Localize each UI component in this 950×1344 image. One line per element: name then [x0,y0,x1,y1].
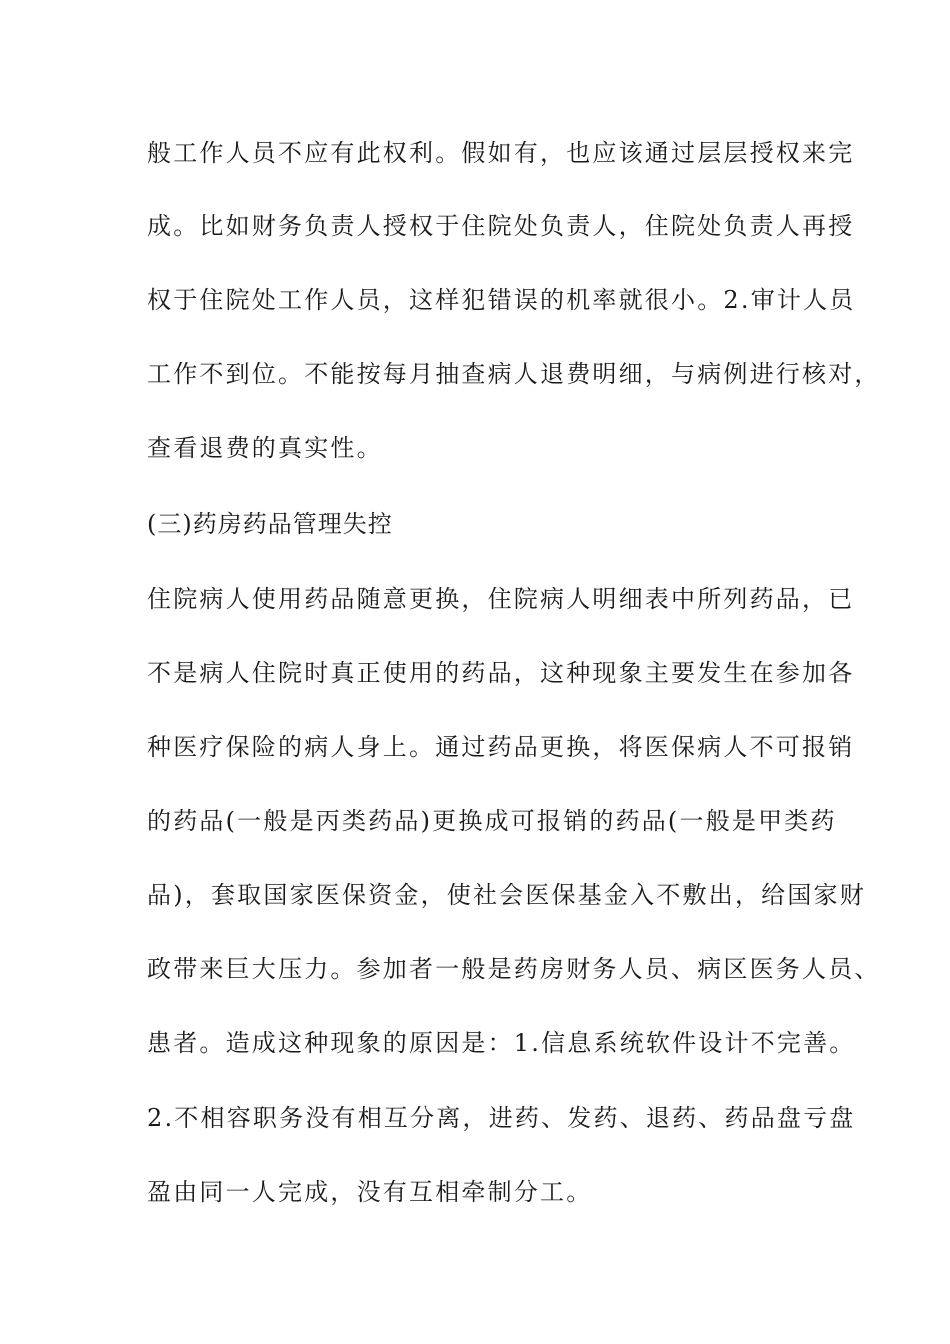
paragraph-line-10: 品)，套取国家医保资金，使社会医保基金入不敷出，给国家财 [147,881,866,909]
paragraph-line-12: 患者。造成这种现象的原因是：1.信息系统软件设计不完善。 [147,1029,856,1057]
paragraph-line-7: 不是病人住院时真正使用的药品，这种现象主要发生在参加各 [147,659,855,687]
paragraph-line-13: 2.不相容职务没有相互分离，进药、发药、退药、药品盘亏盘 [147,1104,856,1132]
paragraph-line-8: 种医疗保险的病人身上。通过药品更换，将医保病人不可报销 [147,733,855,761]
paragraph-line-14: 盈由同一人完成，没有互相牵制分工。 [147,1178,593,1206]
paragraph-line-1: 般工作人员不应有此权利。假如有，也应该通过层层授权来完 [147,139,855,167]
paragraph-line-5: 查看退费的真实性。 [147,434,383,462]
paragraph-line-4: 工作不到位。不能按每月抽查病人退费明细，与病例进行核对， [147,360,881,388]
paragraph-line-2: 成。比如财务负责人授权于住院处负责人，住院处负责人再授 [147,212,855,240]
section-heading: (三)药房药品管理失控 [147,510,393,538]
paragraph-line-11: 政带来巨大压力。参加者一般是药房财务人员、病区医务人员、 [147,955,881,983]
paragraph-line-9: 的药品(一般是丙类药品)更换成可报销的药品(一般是甲类药 [147,807,837,835]
paragraph-line-6: 住院病人使用药品随意更换，住院病人明细表中所列药品，已 [147,585,855,613]
paragraph-line-3: 权于住院处工作人员，这样犯错误的机率就很小。2.审计人员 [147,286,856,314]
